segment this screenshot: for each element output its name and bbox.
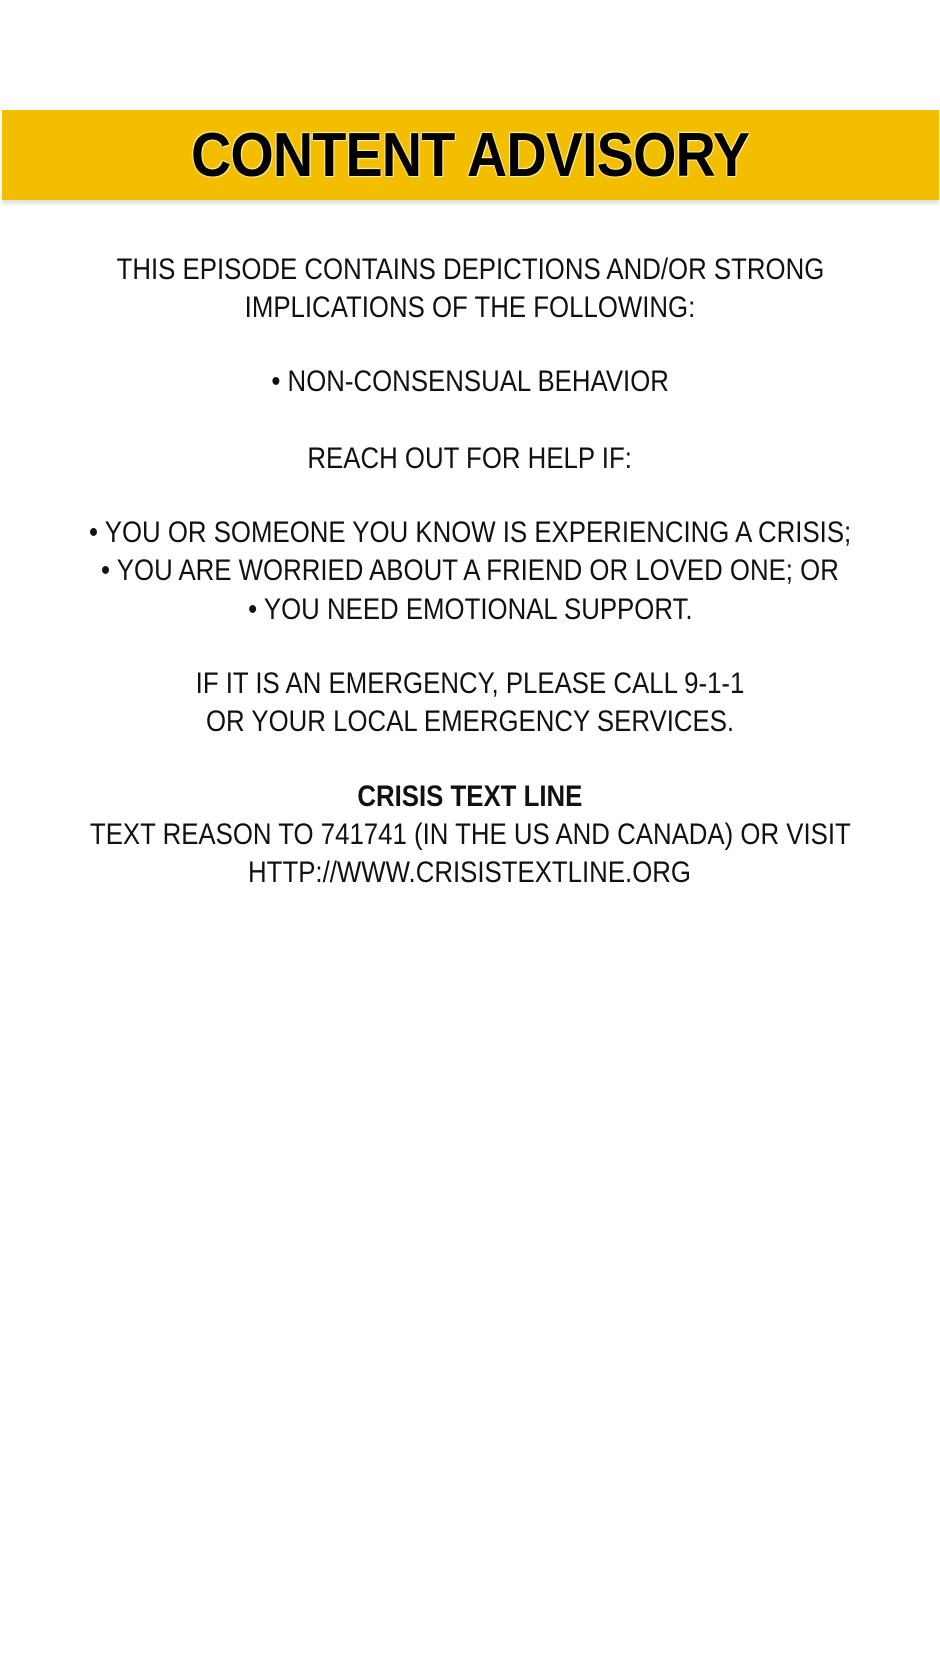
help-heading-text: REACH OUT FOR HELP IF:	[307, 442, 633, 475]
resource-url-link[interactable]: HTTP://WWW.CRISISTEXTLINE.ORG	[248, 856, 692, 889]
warning-item	[0, 364, 940, 400]
emergency-text: IF IT IS AN EMERGENCY, PLEASE CALL 9-1-1	[195, 667, 745, 700]
help-item	[0, 515, 940, 551]
help-item	[0, 553, 940, 589]
resource-name	[0, 779, 940, 815]
help-item	[0, 592, 940, 628]
resource-name-text: CRISIS TEXT LINE	[357, 780, 583, 813]
intro-line-2	[0, 290, 940, 326]
help-item-text: • YOU NEED EMOTIONAL SUPPORT.	[247, 593, 693, 626]
emergency-line-1	[0, 666, 940, 702]
help-item-text: • YOU ARE WORRIED ABOUT A FRIEND OR LOVED ONE; OR	[101, 554, 839, 587]
resource-url[interactable]	[0, 855, 940, 891]
emergency-text: OR YOUR LOCAL EMERGENCY SERVICES.	[205, 705, 735, 738]
help-heading	[0, 441, 940, 477]
intro-text: THIS EPISODE CONTAINS DEPICTIONS AND/OR STRONG	[116, 253, 824, 286]
resource-text-line: TEXT REASON TO 741741 (IN THE US AND CANADA) OR VISIT	[89, 818, 851, 851]
page-title: CONTENT ADVISORY	[191, 120, 750, 190]
intro-text: IMPLICATIONS OF THE FOLLOWING:	[244, 291, 696, 324]
warning-text: • NON-CONSENSUAL BEHAVIOR	[271, 365, 669, 398]
intro-line-1	[0, 252, 940, 288]
emergency-line-2	[0, 704, 940, 740]
content-advisory-banner	[2, 110, 939, 200]
help-item-text: • YOU OR SOMEONE YOU KNOW IS EXPERIENCING A CRISIS;	[88, 516, 852, 549]
resource-text	[0, 817, 940, 853]
